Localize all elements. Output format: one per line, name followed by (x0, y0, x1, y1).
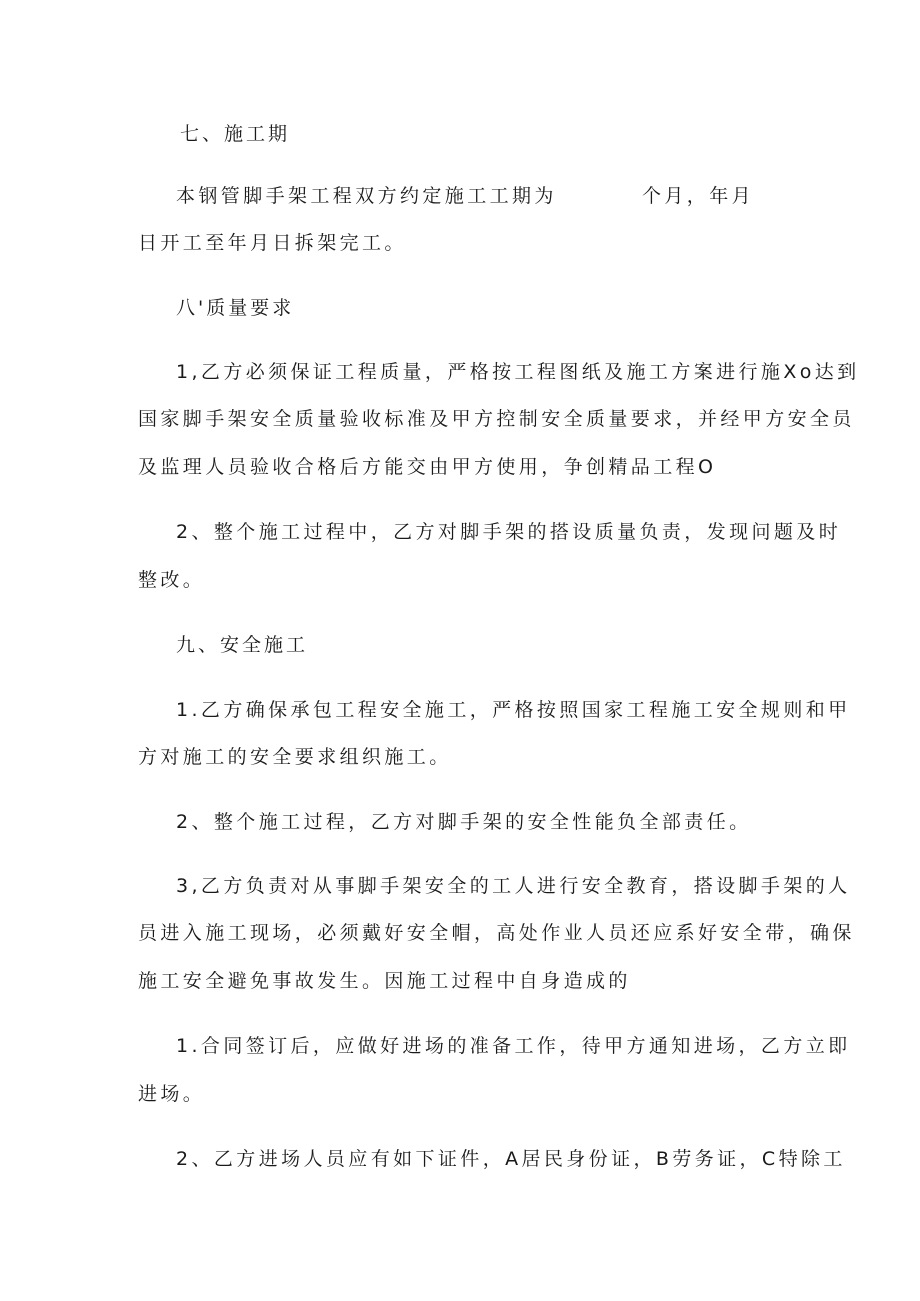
section-7-paragraph-line-1: 本钢管脚手架工程双方约定施工工期为 (176, 185, 557, 207)
section-8-item-2-line-2: 整改。 (138, 569, 206, 591)
section-9-item-3-line-2: 员进入施工现场，必须戴好安全帽，高处作业人员还应系好安全带，确保 (138, 922, 855, 944)
next-item-2-line-1: 2、乙方进场人员应有如下证件，A居民身份证，B劳务证，C特除工 (176, 1148, 846, 1170)
section-9-item-3-line-3: 施工安全避免事故发生。因施工过程中自身造成的 (138, 970, 631, 992)
section-8-item-1-line-1: 1,乙方必须保证工程质量，严格按工程图纸及施工方案进行施Xo达到 (176, 361, 860, 383)
section-8-item-2-line-1: 2、整个施工过程中，乙方对脚手架的搭设质量负责，发现问题及时 (176, 521, 842, 543)
section-9-item-3-line-1: 3,乙方负责对从事脚手架安全的工人进行安全教育，搭设脚手架的人 (176, 875, 851, 897)
section-8-item-1-line-3: 及监理人员验收合格后方能交由甲方使用，争创精品工程O (138, 456, 717, 478)
section-9-item-1-line-2: 方对施工的安全要求组织施工。 (138, 746, 452, 768)
next-item-1-line-1: 1.合同签订后，应做好进场的准备工作，待甲方通知进场，乙方立即 (176, 1035, 851, 1057)
section-9-item-2-line-1: 2、整个施工过程，乙方对脚手架的安全性能负全部责任。 (176, 811, 752, 833)
section-8-item-1-line-2: 国家脚手架安全质量验收标准及甲方控制安全质量要求，并经甲方安全员 (138, 408, 855, 430)
section-7-paragraph-line-2: 日开工至年月日拆架完工。 (138, 232, 407, 254)
section-9-heading: 九、安全施工 (176, 634, 309, 656)
next-item-1-line-2: 进场。 (138, 1083, 206, 1105)
section-7-paragraph-line-1-end: 个月，年月 (642, 185, 755, 207)
section-7-heading: 七、施工期 (180, 123, 291, 145)
section-8-heading: 八'质量要求 (176, 297, 295, 319)
section-9-item-1-line-1: 1.乙方确保承包工程安全施工，严格按照国家工程施工安全规则和甲 (176, 699, 851, 721)
